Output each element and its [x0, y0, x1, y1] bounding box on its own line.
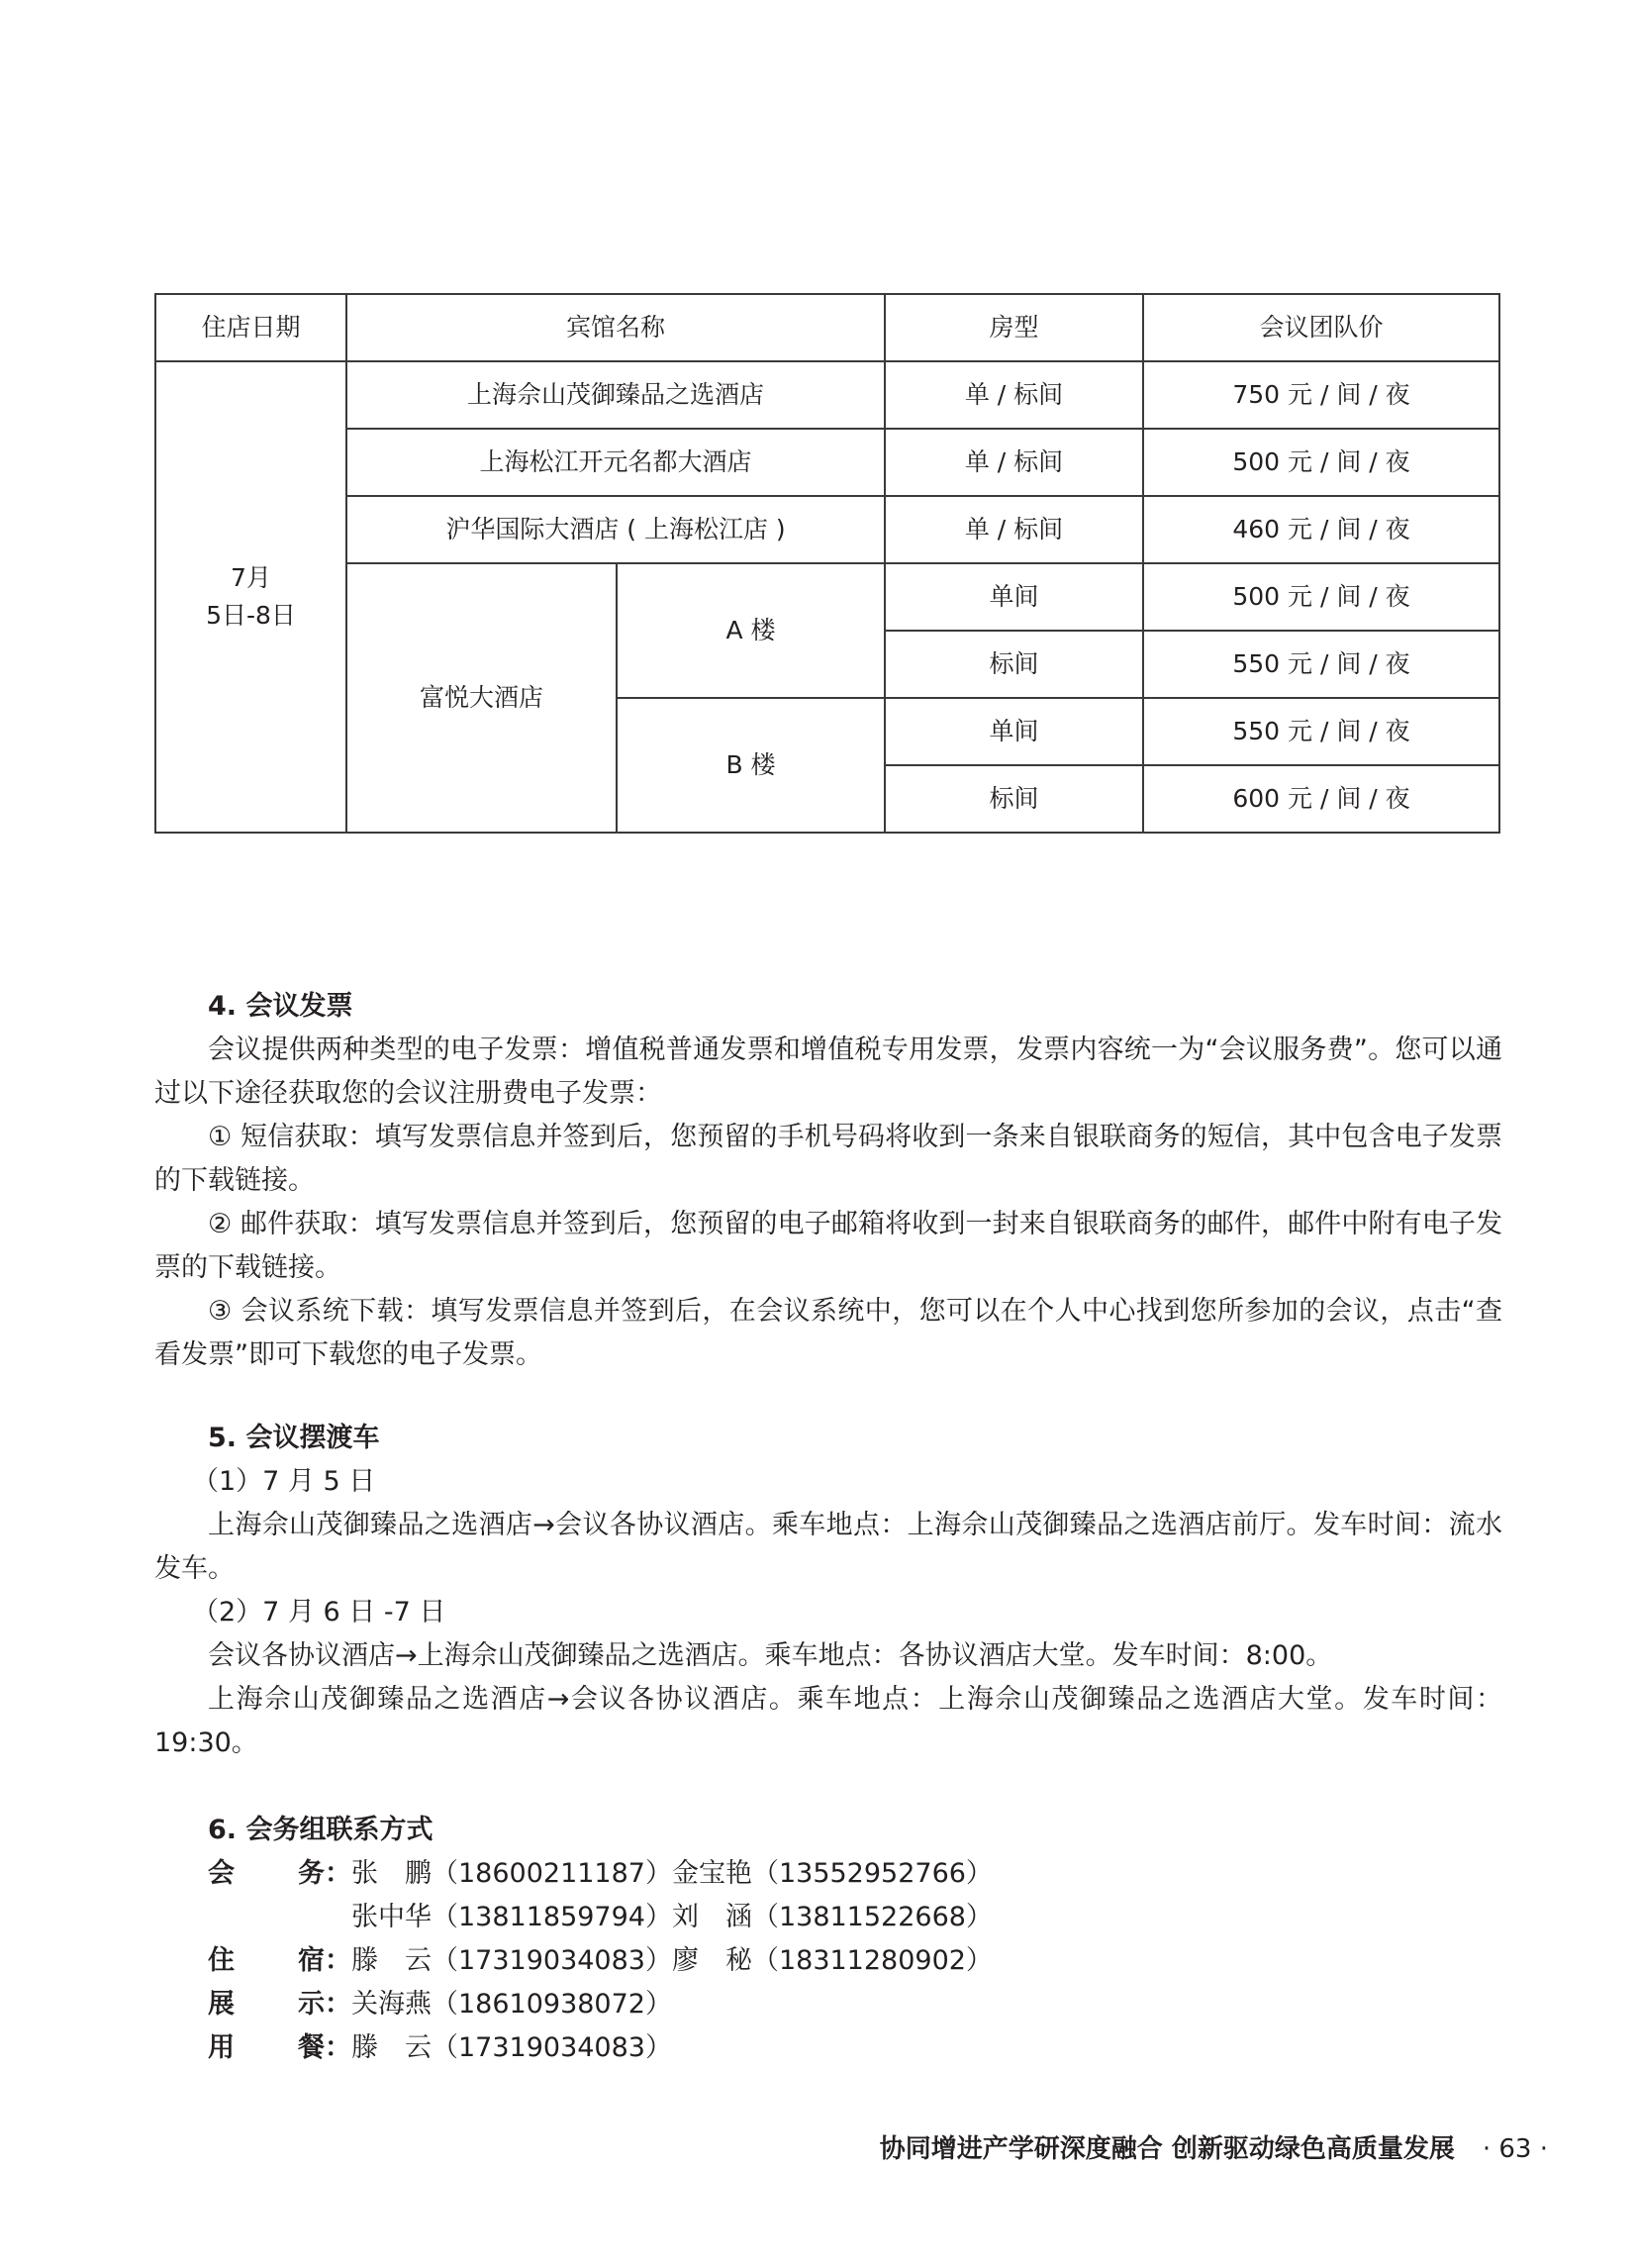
- contact-row: [208, 1896, 993, 1939]
- invoice-paragraph: ③ 会议系统下载：填写发票信息并签到后，在会议系统中，您可以在个人中心找到您所参加的会议，点击“查看发票”即可下载您的电子发票。: [154, 1296, 1502, 1370]
- price-cell: 550 元 / 间 / 夜: [1143, 631, 1499, 698]
- contact-row: [208, 1852, 993, 1896]
- price-cell: 460 元 / 间 / 夜: [1143, 496, 1499, 563]
- contact-row: [208, 2026, 993, 2070]
- hotel-name-cell: 上海松江开元名都大酒店: [346, 429, 885, 496]
- header-room: 房型: [885, 294, 1143, 361]
- contacts-list: [208, 1852, 993, 2070]
- footer-slogan: 协同增进产学研深度融合 创新驱动绿色高质量发展: [879, 2134, 1455, 2164]
- shuttle-date: （1）7 月 5 日: [192, 1466, 376, 1497]
- hotel-name-cell: 富悦大酒店: [346, 563, 617, 833]
- contact-people: 张中华（13811859794）刘 涵（13811522668）: [351, 1902, 993, 1932]
- shuttle-date: （2）7 月 6 日 -7 日: [192, 1597, 446, 1627]
- contact-role: [208, 1896, 351, 1939]
- contact-people: 张 鹏（18600211187）金宝艳（13552952766）: [351, 1858, 993, 1889]
- contact-people: 关海燕（18610938072）: [351, 1989, 672, 2020]
- shuttle-title: 5. 会议摆渡车: [208, 1423, 380, 1453]
- room-type-cell: 单 / 标间: [885, 429, 1143, 496]
- header-price: 会议团队价: [1143, 294, 1499, 361]
- price-cell: 750 元 / 间 / 夜: [1143, 361, 1499, 429]
- header-hotel: 宾馆名称: [346, 294, 885, 361]
- table-row: [155, 361, 1499, 429]
- building-cell: B 楼: [617, 698, 885, 833]
- invoice-paragraph: ② 邮件获取：填写发票信息并签到后，您预留的电子邮箱将收到一封来自银联商务的邮件，邮件中附有电子发票的下载链接。: [154, 1209, 1502, 1283]
- price-cell: 500 元 / 间 / 夜: [1143, 563, 1499, 631]
- invoice-section: [154, 985, 1502, 1377]
- price-cell: 600 元 / 间 / 夜: [1143, 765, 1499, 833]
- room-type-cell: 单间: [885, 698, 1143, 765]
- table-row: [155, 496, 1499, 563]
- table-row: [155, 429, 1499, 496]
- contact-role: 展 示：: [208, 1989, 351, 2020]
- header-date: 住店日期: [155, 294, 346, 361]
- page-number: · 63 ·: [1482, 2134, 1548, 2164]
- shuttle-paragraph: 会议各协议酒店→上海佘山茂御臻品之选酒店。乘车地点：各协议酒店大堂。发车时间：8:00。: [208, 1640, 1333, 1671]
- shuttle-section: [154, 1417, 1502, 1765]
- contact-people: 滕 云（17319034083）廖 秘（18311280902）: [351, 1945, 993, 1976]
- shuttle-paragraph: 上海佘山茂御臻品之选酒店→会议各协议酒店。乘车地点：上海佘山茂御臻品之选酒店大堂。发车时间：19:30。: [154, 1684, 1502, 1758]
- contact-role: 会 务：: [208, 1858, 351, 1889]
- contact-role: 住 宿：: [208, 1945, 351, 1976]
- contact-row: [208, 1983, 993, 2026]
- invoice-paragraph: 会议提供两种类型的电子发票：增值税普通发票和增值税专用发票，发票内容统一为“会议服务费”。您可以通过以下途径获取您的会议注册费电子发票：: [154, 1035, 1502, 1109]
- building-cell: A 楼: [617, 563, 885, 698]
- contacts-section: [154, 1809, 1502, 1852]
- contact-people: 滕 云（17319034083）: [351, 2032, 672, 2063]
- contact-row: [208, 1939, 993, 1983]
- hotel-name-cell: 沪华国际大酒店 ( 上海松江店 ): [346, 496, 885, 563]
- table-row: [155, 563, 1499, 631]
- contacts-title: 6. 会务组联系方式: [208, 1815, 433, 1845]
- room-type-cell: 单 / 标间: [885, 361, 1143, 429]
- hotel-name-cell: 上海佘山茂御臻品之选酒店: [346, 361, 885, 429]
- table-header-row: [155, 294, 1499, 361]
- invoice-paragraph: ① 短信获取：填写发票信息并签到后，您预留的手机号码将收到一条来自银联商务的短信，其中包含电子发票的下载链接。: [154, 1122, 1502, 1196]
- contact-role: 用 餐：: [208, 2032, 351, 2063]
- price-cell: 550 元 / 间 / 夜: [1143, 698, 1499, 765]
- stay-date-cell: 7月 5日-8日: [155, 361, 346, 833]
- room-type-cell: 标间: [885, 631, 1143, 698]
- page-footer: [880, 2128, 1548, 2165]
- invoice-title: 4. 会议发票: [208, 991, 353, 1022]
- room-type-cell: 单 / 标间: [885, 496, 1143, 563]
- room-type-cell: 单间: [885, 563, 1143, 631]
- shuttle-paragraph: 上海佘山茂御臻品之选酒店→会议各协议酒店。乘车地点：上海佘山茂御臻品之选酒店前厅。发车时间：流水发车。: [154, 1510, 1502, 1584]
- price-cell: 500 元 / 间 / 夜: [1143, 429, 1499, 496]
- room-type-cell: 标间: [885, 765, 1143, 833]
- hotel-price-table: [154, 293, 1500, 834]
